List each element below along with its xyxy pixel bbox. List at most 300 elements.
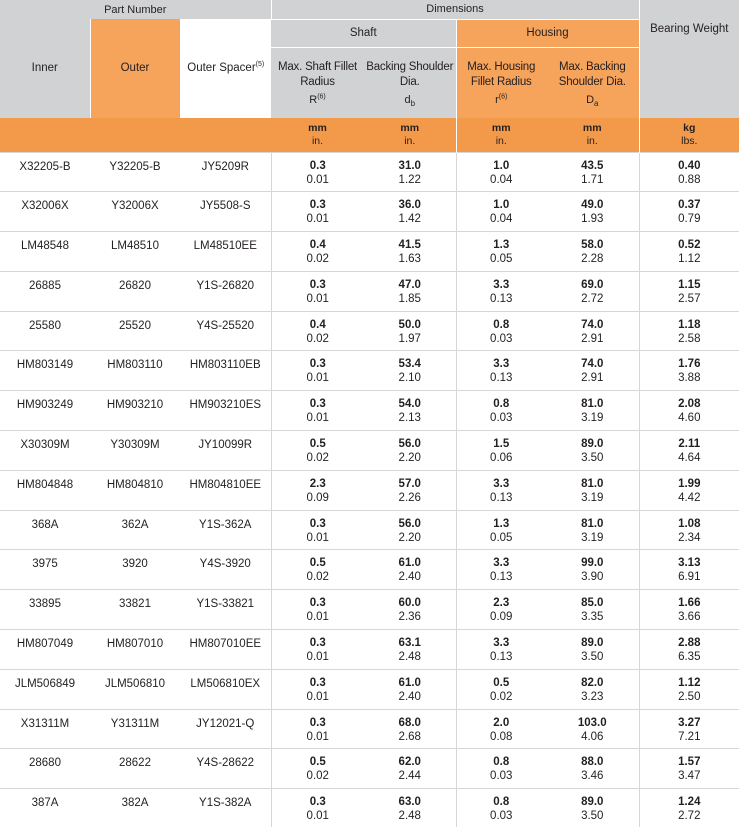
housing-fillet-radius-in: 0.03 — [490, 332, 513, 345]
shaft-heading: Shaft — [271, 19, 456, 47]
shaft-shoulder-dia-in: 2.26 — [398, 491, 421, 504]
outer-spacer-label: Outer Spacer — [187, 62, 256, 74]
shaft-fillet-radius-in: 0.01 — [306, 213, 329, 226]
shaft-shoulder-dia — [364, 510, 456, 550]
housing-fillet-radius-mm: 1.3 — [493, 517, 510, 530]
housing-fillet-radius-in: 0.03 — [490, 810, 513, 823]
shaft-fillet-radius — [271, 709, 364, 749]
bearing-weight-lbs: 3.66 — [678, 611, 701, 624]
housing-fillet-radius-in: 0.04 — [490, 173, 513, 186]
bearing-weight-lbs: 6.91 — [678, 571, 701, 584]
outer-part-number: 3920 — [90, 550, 180, 590]
inner-part-number: 28680 — [0, 749, 90, 789]
shaft-shoulder-dia-mm: 57.0 — [398, 477, 421, 490]
outer-part-number: 362A — [90, 510, 180, 550]
shaft-shoulder-dia-in: 2.36 — [398, 611, 421, 624]
table-row — [0, 709, 739, 749]
housing-shoulder-dia-in: 4.06 — [581, 730, 604, 743]
shaft-fillet-radius — [271, 311, 364, 351]
outer-part-number: Y30309M — [90, 431, 180, 471]
housing-fillet-radius-mm: 2.0 — [493, 716, 510, 729]
shaft-fillet-radius — [271, 391, 364, 431]
shaft-fillet-radius-in: 0.01 — [306, 690, 329, 703]
bearing-weight — [639, 311, 739, 351]
shaft-shoulder-dia-in: 2.48 — [398, 651, 421, 664]
outer-spacer-part-number: JY10099R — [180, 431, 271, 471]
bearing-weight-lbs: 2.50 — [678, 690, 701, 703]
housing-fillet-radius-in: 0.13 — [490, 292, 513, 305]
housing-fillet-radius-in: 0.02 — [490, 690, 513, 703]
shaft-fillet-radius-in: 0.01 — [306, 651, 329, 664]
housing-shoulder-dia-mm: 58.0 — [581, 239, 604, 252]
bearing-weight — [639, 669, 739, 709]
housing-fillet-radius — [456, 311, 546, 351]
table-row — [0, 470, 739, 510]
shaft-shoulder-dia-in: 1.22 — [398, 173, 421, 186]
shaft-shoulder-dia-mm: 47.0 — [398, 278, 421, 291]
outer-spacer-part-number: Y1S-382A — [180, 789, 271, 827]
bearing-weight-lbs: 0.88 — [678, 173, 701, 186]
inner-part-number: 33895 — [0, 590, 90, 630]
housing-shoulder-dia-in: 2.91 — [581, 332, 604, 345]
shaft-fillet-radius-mm: 0.3 — [309, 676, 326, 689]
bearing-weight-kg: 1.66 — [678, 597, 701, 610]
bearing-weight-kg: 0.52 — [678, 239, 701, 252]
bearing-weight-lbs: 3.88 — [678, 372, 701, 385]
shaft-fillet-radius-in: 0.02 — [306, 253, 329, 266]
housing-fillet-radius-mm: 1.3 — [493, 239, 510, 252]
bearing-weight — [639, 431, 739, 471]
outer-part-number: 25520 — [90, 311, 180, 351]
shaft-shoulder-dia — [364, 152, 456, 192]
outer-spacer-heading — [180, 19, 271, 118]
housing-fillet-radius — [456, 669, 546, 709]
shaft-fillet-radius-mm: 0.4 — [309, 318, 326, 331]
table-body — [0, 152, 739, 827]
housing-fillet-radius-mm: 2.3 — [493, 597, 510, 610]
shaft-shoulder-dia-mm: 36.0 — [398, 199, 421, 212]
housing-shoulder-dia-mm: 82.0 — [581, 676, 604, 689]
housing-shoulder-dia-mm: 74.0 — [581, 318, 604, 331]
housing-shoulder-dia-in: 2.91 — [581, 372, 604, 385]
housing-fillet-radius — [456, 271, 546, 311]
shaft-shoulder-dia — [364, 630, 456, 670]
outer-part-number: HM803110 — [90, 351, 180, 391]
housing-fillet-radius-mm: 0.8 — [493, 756, 510, 769]
table-row — [0, 391, 739, 431]
bearing-weight-kg: 2.11 — [678, 438, 701, 451]
housing-shoulder-dia — [546, 749, 639, 789]
inner-part-number: LM48548 — [0, 232, 90, 272]
inner-part-number: X31311M — [0, 709, 90, 749]
shaft-shoulder-dia-heading — [364, 47, 456, 118]
shaft-fillet-radius — [271, 510, 364, 550]
shaft-fillet-radius-in: 0.09 — [306, 491, 329, 504]
units-weight: kg lbs. — [639, 118, 739, 152]
table-header — [0, 0, 739, 152]
shaft-fillet-radius-in: 0.01 — [306, 611, 329, 624]
bearing-weight — [639, 271, 739, 311]
outer-spacer-part-number: Y1S-33821 — [180, 590, 271, 630]
shaft-fillet-radius-in: 0.02 — [306, 571, 329, 584]
shaft-fillet-radius-label: Max. Shaft Fillet Radius — [277, 60, 358, 88]
bearing-weight-kg: 3.13 — [678, 557, 701, 570]
shaft-shoulder-dia-mm: 63.1 — [398, 637, 421, 650]
housing-fillet-radius-in: 0.03 — [490, 412, 513, 425]
housing-fillet-radius-in: 0.05 — [490, 531, 513, 544]
table-row — [0, 232, 739, 272]
housing-shoulder-dia — [546, 590, 639, 630]
outer-spacer-part-number: JY5508-S — [180, 192, 271, 232]
table-row — [0, 789, 739, 827]
bearing-weight-lbs: 2.58 — [678, 332, 701, 345]
bearing-weight-lbs: 6.35 — [678, 651, 701, 664]
housing-fillet-radius — [456, 470, 546, 510]
bearing-weight — [639, 192, 739, 232]
shaft-fillet-radius-mm: 0.3 — [309, 278, 326, 291]
housing-shoulder-dia-in: 3.35 — [581, 611, 604, 624]
outer-part-number: 382A — [90, 789, 180, 827]
housing-shoulder-dia — [546, 550, 639, 590]
bearing-weight-kg: 3.27 — [678, 716, 701, 729]
housing-fillet-radius-in: 0.13 — [490, 491, 513, 504]
outer-part-number: HM804810 — [90, 470, 180, 510]
shaft-shoulder-dia — [364, 789, 456, 827]
table-row — [0, 630, 739, 670]
bearing-weight-kg: 0.40 — [678, 159, 701, 172]
shaft-shoulder-dia-mm: 50.0 — [398, 318, 421, 331]
shaft-shoulder-dia-mm: 61.0 — [398, 557, 421, 570]
shaft-shoulder-dia-symbol: $d_b$ — [404, 93, 416, 108]
shaft-fillet-radius-in: 0.01 — [306, 173, 329, 186]
bearing-weight-kg: 1.08 — [678, 517, 701, 530]
shaft-shoulder-dia — [364, 351, 456, 391]
housing-shoulder-dia-mm: 89.0 — [581, 796, 604, 809]
shaft-shoulder-dia — [364, 311, 456, 351]
housing-shoulder-dia-symbol: $D_a$ — [586, 93, 599, 108]
housing-shoulder-dia-in: 3.50 — [581, 651, 604, 664]
inner-part-number: X32006X — [0, 192, 90, 232]
housing-fillet-radius-label: Max. Housing Fillet Radius — [467, 60, 536, 88]
housing-fillet-radius-mm: 3.3 — [493, 477, 510, 490]
housing-fillet-radius — [456, 431, 546, 471]
bearing-weight-kg: 2.08 — [678, 398, 701, 411]
shaft-shoulder-dia-in: 2.13 — [398, 412, 421, 425]
shaft-shoulder-dia-in: 2.40 — [398, 571, 421, 584]
shaft-shoulder-dia-in: 1.97 — [398, 332, 421, 345]
shaft-fillet-radius-in: 0.01 — [306, 730, 329, 743]
housing-shoulder-dia — [546, 232, 639, 272]
bearing-weight-lbs: 4.64 — [678, 452, 701, 465]
shaft-fillet-radius — [271, 192, 364, 232]
table-row — [0, 192, 739, 232]
shaft-fillet-radius-mm: 2.3 — [309, 477, 326, 490]
housing-shoulder-dia-mm: 43.5 — [581, 159, 604, 172]
shaft-shoulder-dia — [364, 709, 456, 749]
inner-part-number: JLM506849 — [0, 669, 90, 709]
bearing-weight-kg: 2.88 — [678, 637, 701, 650]
inner-part-number: 387A — [0, 789, 90, 827]
housing-shoulder-dia-mm: 85.0 — [581, 597, 604, 610]
bearing-weight — [639, 232, 739, 272]
shaft-shoulder-dia — [364, 590, 456, 630]
shaft-fillet-radius-mm: 0.3 — [309, 199, 326, 212]
bearing-weight-label: Bearing Weight — [650, 23, 729, 35]
housing-shoulder-dia — [546, 391, 639, 431]
outer-spacer-footnote: (5) — [255, 61, 265, 69]
housing-shoulder-dia-mm: 103.0 — [577, 716, 607, 729]
housing-shoulder-dia-mm: 49.0 — [581, 199, 604, 212]
shaft-shoulder-dia-in: 2.40 — [398, 690, 421, 703]
bearing-weight-kg: 1.24 — [678, 796, 701, 809]
shaft-shoulder-dia-mm: 63.0 — [398, 796, 421, 809]
bearing-weight-lbs: 4.42 — [678, 491, 701, 504]
shaft-shoulder-dia — [364, 669, 456, 709]
housing-fillet-radius-in: 0.05 — [490, 253, 513, 266]
units-shaft-radius: mm in. — [271, 118, 364, 152]
shaft-shoulder-dia — [364, 232, 456, 272]
shaft-shoulder-dia-mm: 56.0 — [398, 517, 421, 530]
shaft-shoulder-dia — [364, 470, 456, 510]
housing-shoulder-dia-in: 2.28 — [581, 253, 604, 266]
outer-part-number: 26820 — [90, 271, 180, 311]
housing-shoulder-dia-label: Max. Backing Shoulder Dia. — [558, 60, 626, 88]
shaft-fillet-radius-mm: 0.3 — [309, 517, 326, 530]
housing-fillet-radius-mm: 3.3 — [493, 358, 510, 371]
housing-shoulder-dia-in: 3.19 — [581, 531, 604, 544]
housing-fillet-radius — [456, 550, 546, 590]
housing-shoulder-dia — [546, 630, 639, 670]
bearing-weight-lbs: 7.21 — [678, 730, 701, 743]
housing-shoulder-dia-in: 1.93 — [581, 213, 604, 226]
shaft-fillet-radius — [271, 550, 364, 590]
inner-part-number: 3975 — [0, 550, 90, 590]
housing-fillet-radius — [456, 192, 546, 232]
housing-shoulder-dia-in: 3.50 — [581, 810, 604, 823]
bearing-weight-lbs: 0.79 — [678, 213, 701, 226]
bearing-weight-kg: 1.99 — [678, 477, 701, 490]
bearing-weight-kg: 1.12 — [678, 676, 701, 689]
shaft-shoulder-dia — [364, 271, 456, 311]
housing-fillet-radius — [456, 232, 546, 272]
housing-shoulder-dia — [546, 192, 639, 232]
bearing-weight-kg: 0.37 — [678, 199, 701, 212]
housing-shoulder-dia-heading — [546, 47, 639, 118]
outer-part-number: Y31311M — [90, 709, 180, 749]
units-blank — [180, 118, 271, 152]
outer-part-number: Y32205-B — [90, 152, 180, 192]
inner-part-number: 368A — [0, 510, 90, 550]
table-row — [0, 510, 739, 550]
housing-fillet-radius-in: 0.06 — [490, 452, 513, 465]
shaft-fillet-radius-in: 0.02 — [306, 452, 329, 465]
housing-fillet-radius-mm: 1.0 — [493, 159, 510, 172]
shaft-shoulder-dia-mm: 62.0 — [398, 756, 421, 769]
housing-shoulder-dia — [546, 510, 639, 550]
bearing-weight-heading — [639, 0, 739, 118]
shaft-fillet-radius-heading — [271, 47, 364, 118]
shaft-fillet-radius-mm: 0.3 — [309, 597, 326, 610]
outer-part-number: HM807010 — [90, 630, 180, 670]
inner-part-number: HM804848 — [0, 470, 90, 510]
bearing-weight — [639, 510, 739, 550]
shaft-fillet-radius — [271, 232, 364, 272]
shaft-shoulder-dia-label: Backing Shoulder Dia. — [366, 60, 454, 88]
shaft-fillet-radius-mm: 0.3 — [309, 796, 326, 809]
outer-spacer-part-number: JY12021-Q — [180, 709, 271, 749]
shaft-fillet-radius — [271, 630, 364, 670]
shaft-fillet-radius — [271, 669, 364, 709]
units-blank — [0, 118, 90, 152]
housing-shoulder-dia-in: 3.46 — [581, 770, 604, 783]
bearing-weight — [639, 630, 739, 670]
shaft-fillet-radius-mm: 0.5 — [309, 756, 326, 769]
outer-spacer-part-number: Y1S-362A — [180, 510, 271, 550]
housing-fillet-radius-mm: 3.3 — [493, 637, 510, 650]
shaft-shoulder-dia-in: 2.44 — [398, 770, 421, 783]
housing-shoulder-dia — [546, 709, 639, 749]
housing-shoulder-dia-in: 3.90 — [581, 571, 604, 584]
housing-fillet-radius — [456, 152, 546, 192]
shaft-shoulder-dia — [364, 749, 456, 789]
shaft-fillet-radius-in: 0.01 — [306, 531, 329, 544]
housing-shoulder-dia-mm: 81.0 — [581, 477, 604, 490]
outer-spacer-part-number: LM506810EX — [180, 669, 271, 709]
shaft-fillet-radius-mm: 0.5 — [309, 438, 326, 451]
outer-spacer-part-number: HM903210ES — [180, 391, 271, 431]
shaft-fillet-radius-in: 0.02 — [306, 332, 329, 345]
housing-fillet-radius — [456, 510, 546, 550]
housing-shoulder-dia-in: 2.72 — [581, 292, 604, 305]
shaft-shoulder-dia-mm: 54.0 — [398, 398, 421, 411]
outer-part-number: Y32006X — [90, 192, 180, 232]
outer-spacer-part-number: HM803110EB — [180, 351, 271, 391]
shaft-shoulder-dia-in: 2.10 — [398, 372, 421, 385]
housing-fillet-radius-in: 0.13 — [490, 372, 513, 385]
units-row — [0, 118, 739, 152]
outer-spacer-part-number: Y1S-26820 — [180, 271, 271, 311]
shaft-fillet-radius-symbol: $R^{(6)}$ — [309, 92, 326, 106]
outer-spacer-part-number: HM807010EE — [180, 630, 271, 670]
housing-fillet-radius-mm: 0.8 — [493, 796, 510, 809]
shaft-fillet-radius-in: 0.01 — [306, 292, 329, 305]
housing-fillet-radius-in: 0.08 — [490, 730, 513, 743]
part-number-heading: Part Number — [0, 0, 271, 19]
housing-shoulder-dia — [546, 431, 639, 471]
shaft-fillet-radius — [271, 152, 364, 192]
housing-shoulder-dia — [546, 789, 639, 827]
housing-fillet-radius-mm: 0.8 — [493, 318, 510, 331]
shaft-shoulder-dia — [364, 550, 456, 590]
shaft-fillet-radius-in: 0.01 — [306, 810, 329, 823]
housing-shoulder-dia-mm: 88.0 — [581, 756, 604, 769]
inner-heading: Inner — [0, 19, 90, 118]
housing-fillet-radius-mm: 0.8 — [493, 398, 510, 411]
inner-part-number: 26885 — [0, 271, 90, 311]
bearing-weight-lbs: 4.60 — [678, 412, 701, 425]
bearing-weight-kg: 1.15 — [678, 278, 701, 291]
units-housing-radius: mm in. — [456, 118, 546, 152]
housing-shoulder-dia-mm: 89.0 — [581, 637, 604, 650]
outer-spacer-part-number: Y4S-25520 — [180, 311, 271, 351]
outer-part-number: LM48510 — [90, 232, 180, 272]
housing-fillet-radius — [456, 789, 546, 827]
bearing-weight — [639, 470, 739, 510]
outer-part-number: HM903210 — [90, 391, 180, 431]
inner-part-number: X30309M — [0, 431, 90, 471]
housing-fillet-radius-in: 0.03 — [490, 770, 513, 783]
inner-part-number: HM803149 — [0, 351, 90, 391]
housing-fillet-radius-mm: 3.3 — [493, 278, 510, 291]
housing-shoulder-dia-mm: 69.0 — [581, 278, 604, 291]
shaft-shoulder-dia-mm: 56.0 — [398, 438, 421, 451]
units-blank — [90, 118, 180, 152]
housing-shoulder-dia-mm: 99.0 — [581, 557, 604, 570]
housing-fillet-radius-in: 0.09 — [490, 611, 513, 624]
table-row — [0, 550, 739, 590]
table-row — [0, 669, 739, 709]
shaft-shoulder-dia-mm: 61.0 — [398, 676, 421, 689]
shaft-shoulder-dia-in: 1.63 — [398, 253, 421, 266]
bearing-weight-lbs: 3.47 — [678, 770, 701, 783]
shaft-fillet-radius-in: 0.02 — [306, 770, 329, 783]
bearing-weight — [639, 391, 739, 431]
units-housing-dia: mm in. — [546, 118, 639, 152]
bearing-weight — [639, 351, 739, 391]
shaft-shoulder-dia-mm: 60.0 — [398, 597, 421, 610]
shaft-shoulder-dia — [364, 431, 456, 471]
housing-shoulder-dia-in: 3.19 — [581, 491, 604, 504]
housing-fillet-radius — [456, 630, 546, 670]
shaft-fillet-radius — [271, 789, 364, 827]
shaft-fillet-radius-mm: 0.3 — [309, 159, 326, 172]
housing-fillet-radius-in: 0.13 — [490, 571, 513, 584]
housing-fillet-radius-in: 0.13 — [490, 651, 513, 664]
outer-part-number: 33821 — [90, 590, 180, 630]
housing-fillet-radius-mm: 1.5 — [493, 438, 510, 451]
housing-shoulder-dia — [546, 152, 639, 192]
housing-fillet-radius-mm: 1.0 — [493, 199, 510, 212]
shaft-shoulder-dia-mm: 31.0 — [398, 159, 421, 172]
shaft-shoulder-dia-mm: 68.0 — [398, 716, 421, 729]
bearing-weight-kg: 1.57 — [678, 756, 701, 769]
table-row — [0, 271, 739, 311]
housing-shoulder-dia — [546, 311, 639, 351]
shaft-shoulder-dia-in: 1.85 — [398, 292, 421, 305]
bearing-weight-lbs: 2.34 — [678, 531, 701, 544]
bearing-weight-lbs: 1.12 — [678, 253, 701, 266]
housing-fillet-radius — [456, 709, 546, 749]
bearing-weight — [639, 709, 739, 749]
shaft-shoulder-dia-in: 2.20 — [398, 531, 421, 544]
housing-shoulder-dia-in: 3.19 — [581, 412, 604, 425]
outer-spacer-part-number: HM804810EE — [180, 470, 271, 510]
outer-spacer-part-number: LM48510EE — [180, 232, 271, 272]
shaft-shoulder-dia-mm: 41.5 — [398, 239, 421, 252]
shaft-shoulder-dia-in: 2.68 — [398, 730, 421, 743]
housing-shoulder-dia-in: 1.71 — [581, 173, 604, 186]
shaft-shoulder-dia — [364, 391, 456, 431]
housing-shoulder-dia — [546, 271, 639, 311]
bearing-weight-kg: 1.76 — [678, 358, 701, 371]
shaft-fillet-radius-mm: 0.3 — [309, 637, 326, 650]
table-row — [0, 749, 739, 789]
shaft-shoulder-dia-in: 1.42 — [398, 213, 421, 226]
housing-fillet-radius — [456, 749, 546, 789]
shaft-shoulder-dia-in: 2.48 — [398, 810, 421, 823]
bearing-weight-kg: 1.18 — [678, 318, 701, 331]
table-row — [0, 351, 739, 391]
